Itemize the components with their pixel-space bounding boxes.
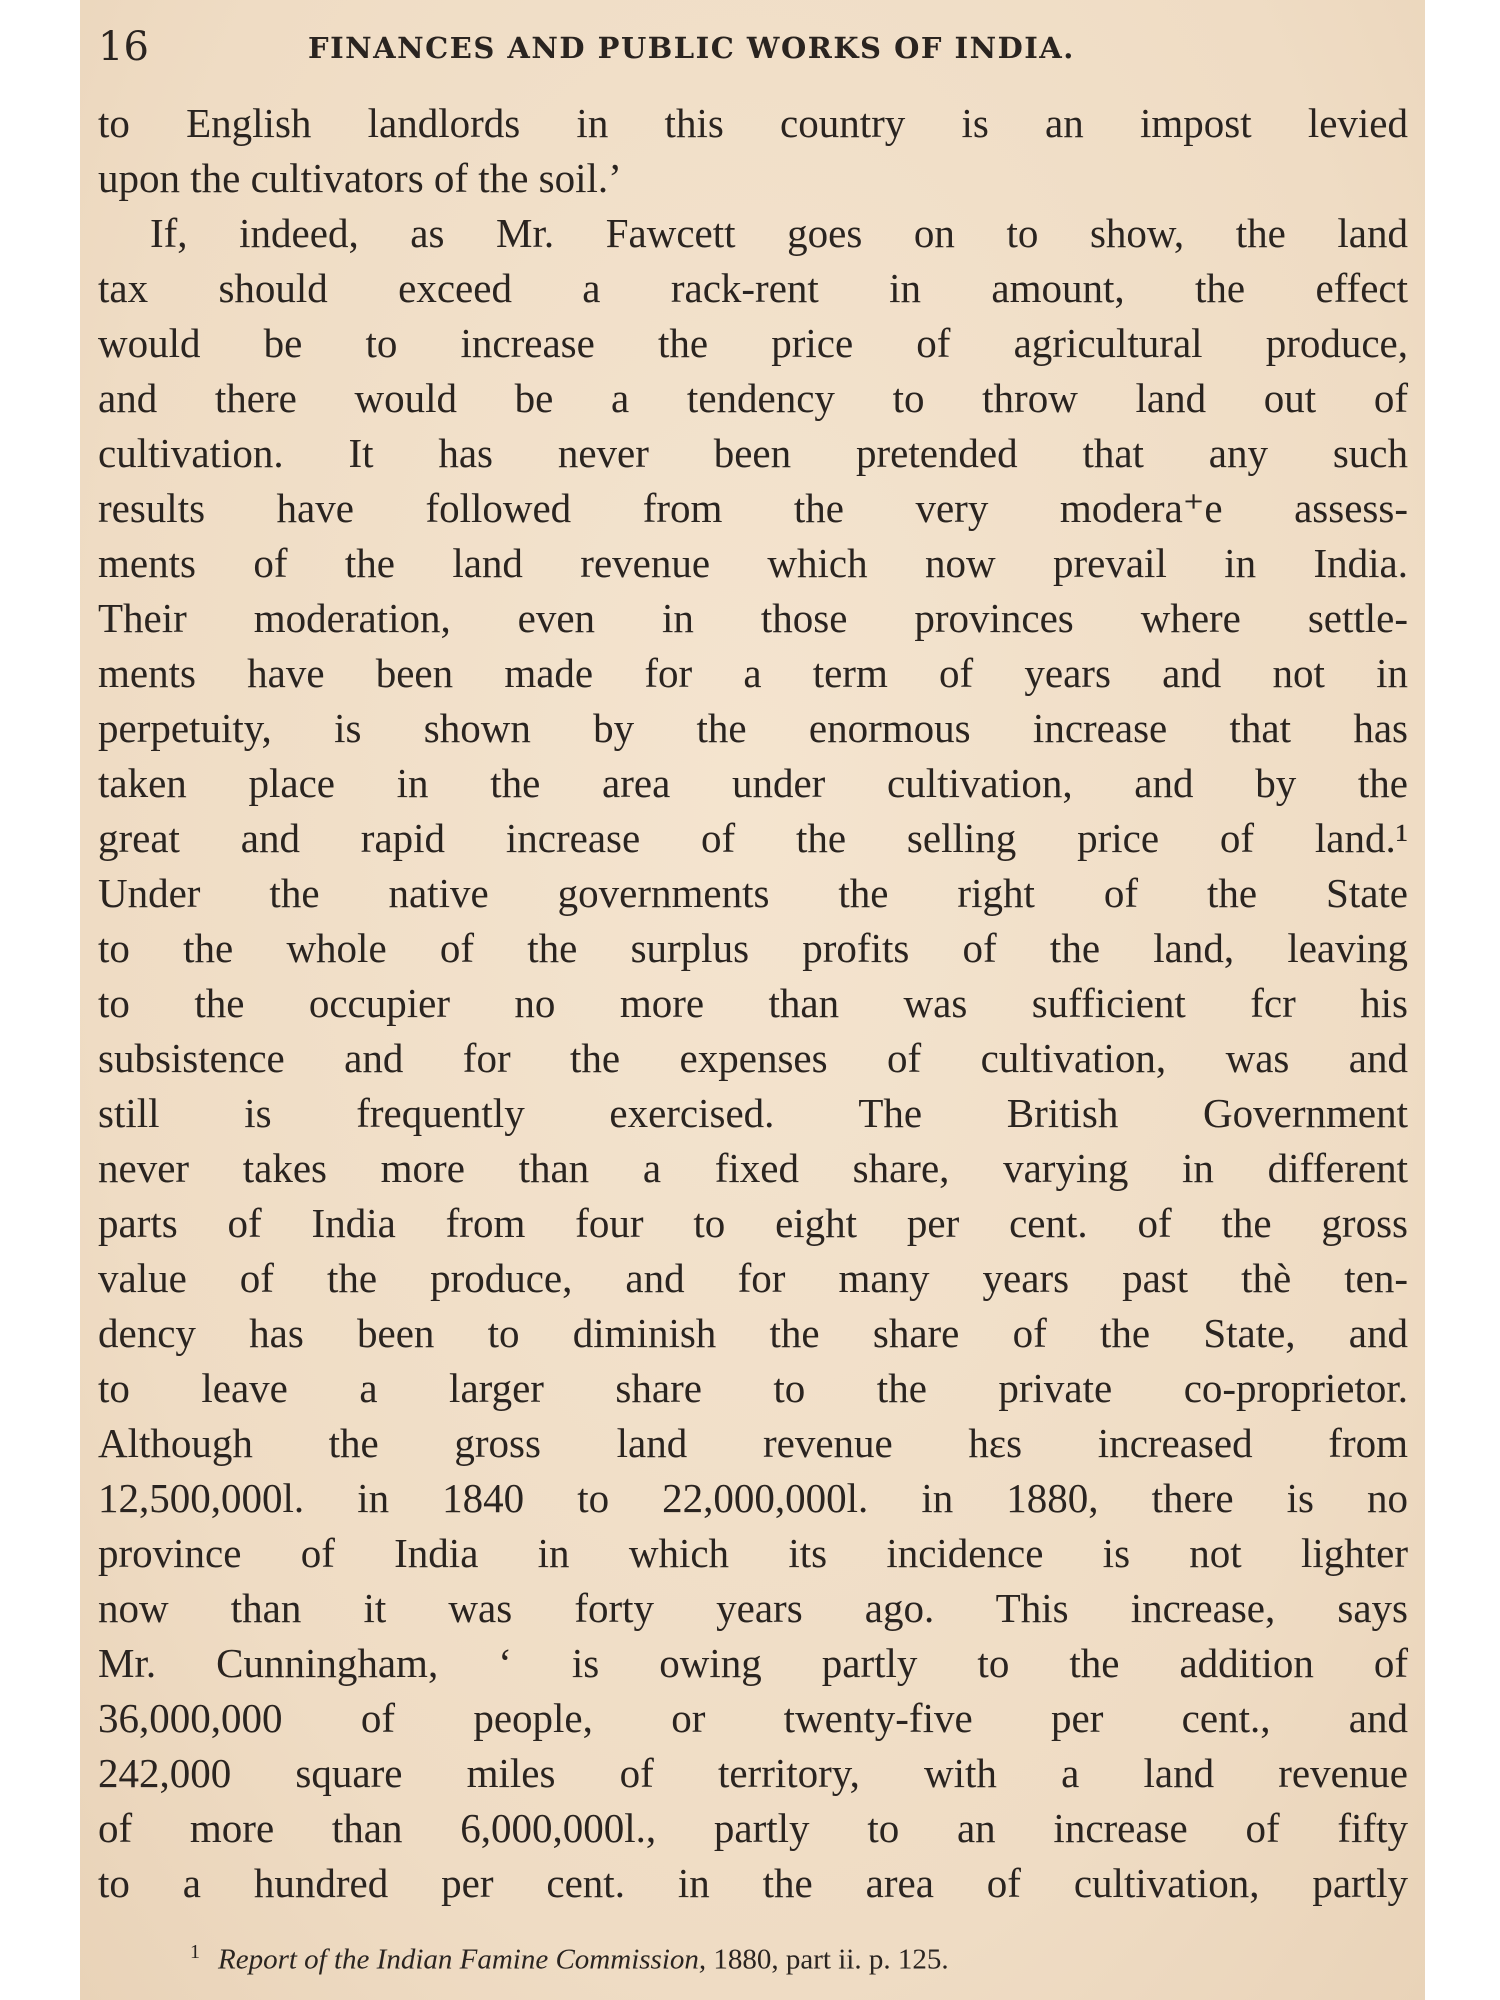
text-line: taken place in the area under cultivation, and by the: [98, 760, 1408, 806]
text-line: 242,000 square miles of territory, with a land revenue: [98, 1750, 1408, 1796]
text-line: to English landlords in this country is an impost levied: [98, 100, 1408, 146]
text-line: dency has been to diminish the share of the State, and: [98, 1310, 1408, 1356]
text-line: 12,500,000l. in 1840 to 22,000,000l. in 1880, there is no: [98, 1475, 1408, 1521]
text-line: If, indeed, as Mr. Fawcett goes on to show, the land: [150, 210, 1408, 256]
text-line: still is frequently exercised. The British Government: [98, 1090, 1408, 1136]
text-line: tax should exceed a rack-rent in amount, the effect: [98, 265, 1408, 311]
text-line: never takes more than a fixed share, varying in different: [98, 1145, 1408, 1191]
text-line: Their moderation, even in those provinces where settle-: [98, 595, 1408, 641]
text-line: Although the gross land revenue hεs increased from: [98, 1420, 1408, 1466]
running-title: FINANCES AND PUBLIC WORKS OF INDIA.: [308, 31, 1075, 65]
text-line: to a hundred per cent. in the area of cultivation, partly: [98, 1860, 1408, 1906]
book-page: [80, 0, 1425, 2000]
text-line: would be to increase the price of agricultural produce,: [98, 320, 1408, 366]
text-line: value of the produce, and for many years past thè ten-: [98, 1255, 1408, 1301]
footnote-title: Report of the Indian Famine Commission,: [218, 1943, 707, 1976]
text-line: results have followed from the very modera⁺e assess-: [98, 485, 1408, 531]
text-line: great and rapid increase of the selling price of land.¹: [98, 815, 1408, 861]
footnote-citation: 1880, part ii. p. 125.: [706, 1943, 949, 1976]
text-line: ments of the land revenue which now prevail in India.: [98, 540, 1408, 586]
text-line: cultivation. It has never been pretended that any such: [98, 430, 1408, 476]
text-line: 36,000,000 of people, or twenty-five per cent., and: [98, 1695, 1408, 1741]
text-line: perpetuity, is shown by the enormous increase that has: [98, 705, 1408, 751]
text-line: to the whole of the surplus profits of the land, leaving: [98, 925, 1408, 971]
text-line: and there would be a tendency to throw land out of: [98, 375, 1408, 421]
text-line: Mr. Cunningham, ‘ is owing partly to the addition of: [98, 1640, 1408, 1686]
body-text: [98, 96, 1408, 1911]
page-number: 16: [98, 24, 149, 70]
text-line: to the occupier no more than was sufficient fcr his: [98, 980, 1408, 1026]
page-header: [98, 22, 1418, 72]
text-line: now than it was forty years ago. This increase, says: [98, 1585, 1408, 1631]
text-line: to leave a larger share to the private co-proprietor.: [98, 1365, 1408, 1411]
footnote-marker: 1: [190, 1941, 200, 1963]
text-line: Under the native governments the right of the State: [98, 870, 1408, 916]
text-line: upon the cultivators of the soil.’: [98, 155, 622, 201]
footnote: [190, 1932, 949, 1980]
text-line: subsistence and for the expenses of cultivation, was and: [98, 1035, 1408, 1081]
text-line: parts of India from four to eight per cent. of the gross: [98, 1200, 1408, 1246]
text-line: ments have been made for a term of years and not in: [98, 650, 1408, 696]
text-line: province of India in which its incidence is not lighter: [98, 1530, 1408, 1576]
text-line: of more than 6,000,000l., partly to an increase of fifty: [98, 1805, 1408, 1851]
